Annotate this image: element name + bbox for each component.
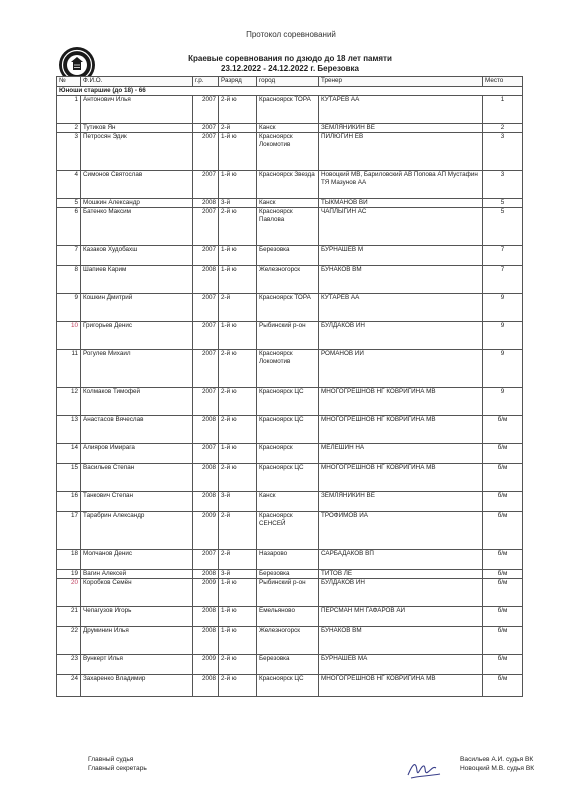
- row-number: 9: [57, 294, 81, 322]
- athlete-city: Красноярск СЕНСЕЙ: [257, 512, 319, 550]
- row-number: 1: [57, 96, 81, 124]
- athlete-city: Красноярск: [257, 444, 319, 464]
- row-number: 4: [57, 171, 81, 199]
- athlete-city: Красноярск Павлова: [257, 208, 319, 246]
- sport-rank: 1-й ю: [219, 444, 257, 464]
- athlete-city: Красноярск ЦС: [257, 675, 319, 697]
- final-place: 3: [483, 171, 523, 199]
- athlete-city: Березовка: [257, 246, 319, 266]
- sport-rank: 1-й ю: [219, 627, 257, 655]
- table-row: [57, 294, 523, 322]
- chief-secretary-name: Новоцкий М.В. судья ВК: [460, 765, 535, 772]
- athlete-city: Красноярск Звезда: [257, 171, 319, 199]
- col-header-year: г.р.: [193, 77, 219, 87]
- subtitle-line-1: Краевые соревнования по дзюдо до 18 лет памяти: [188, 54, 392, 63]
- birth-year: 2008: [193, 464, 219, 492]
- athlete-name: Кошкин Дмитрий: [81, 294, 193, 322]
- row-number: 3: [57, 133, 81, 171]
- group-row: [57, 87, 523, 96]
- sport-rank: 2-й: [219, 550, 257, 570]
- row-number: 17: [57, 512, 81, 550]
- final-place: б/м: [483, 512, 523, 550]
- athlete-city: Рыбинский р-он: [257, 579, 319, 607]
- sport-rank: 2-й ю: [219, 208, 257, 246]
- col-header-place: Место: [483, 77, 523, 87]
- athlete-name: Тутиков Ян: [81, 124, 193, 133]
- table-row: [57, 607, 523, 627]
- coach-names: БУРНАШЕВ М: [319, 246, 483, 266]
- table-row: [57, 266, 523, 294]
- birth-year: 2009: [193, 655, 219, 675]
- athlete-city: Березовка: [257, 570, 319, 579]
- sport-rank: 2-й ю: [219, 464, 257, 492]
- athlete-name: Молчанов Денис: [81, 550, 193, 570]
- row-number: 23: [57, 655, 81, 675]
- table-row: [57, 350, 523, 388]
- athlete-name: Шапиев Карим: [81, 266, 193, 294]
- table-row: [57, 464, 523, 492]
- table-row: [57, 675, 523, 697]
- athlete-city: Канск: [257, 492, 319, 512]
- row-number: 7: [57, 246, 81, 266]
- footer-roles: [88, 755, 147, 773]
- final-place: б/м: [483, 416, 523, 444]
- row-number: 5: [57, 199, 81, 208]
- coach-names: ТИТОВ ЛЕ: [319, 570, 483, 579]
- chief-judge-name: Васильев А.И. судья ВК: [460, 756, 534, 763]
- table-row: [57, 492, 523, 512]
- col-header-coach: Тренер: [319, 77, 483, 87]
- birth-year: 2007: [193, 246, 219, 266]
- col-header-name: Ф.И.О.: [81, 77, 193, 87]
- athlete-city: Железногорск: [257, 266, 319, 294]
- col-header-city: город: [257, 77, 319, 87]
- table-row: [57, 246, 523, 266]
- group-label: Юноши старшие (до 18) - 66: [57, 87, 523, 96]
- table-row: [57, 444, 523, 464]
- coach-names: Новоцкий МВ, Бариловский АВ Попова АП Мустафин ТЯ Мазунов АА: [319, 171, 483, 199]
- coach-names: ПИЛЮГИН ЕВ: [319, 133, 483, 171]
- row-number: 22: [57, 627, 81, 655]
- signature-icon: [405, 757, 443, 781]
- final-place: б/м: [483, 570, 523, 579]
- final-place: б/м: [483, 550, 523, 570]
- birth-year: 2008: [193, 607, 219, 627]
- athlete-name: Казаков Худобахш: [81, 246, 193, 266]
- athlete-city: Красноярск ЦС: [257, 464, 319, 492]
- coach-names: БУНАКОВ ВМ: [319, 266, 483, 294]
- athlete-city: Березовка: [257, 655, 319, 675]
- sport-rank: 1-й ю: [219, 171, 257, 199]
- final-place: б/м: [483, 655, 523, 675]
- coach-names: МНОГОГРЕШНОВ НГ КОВРИГИНА МВ: [319, 675, 483, 697]
- sport-rank: 3-й: [219, 570, 257, 579]
- table-header-row: [57, 77, 523, 87]
- table-row: [57, 550, 523, 570]
- athlete-name: Рогулев Михаил: [81, 350, 193, 388]
- final-place: б/м: [483, 579, 523, 607]
- sport-rank: 1-й ю: [219, 133, 257, 171]
- final-place: 1: [483, 96, 523, 124]
- competition-subtitle: [140, 54, 440, 74]
- table-row: [57, 171, 523, 199]
- birth-year: 2008: [193, 492, 219, 512]
- coach-names: ЗЕМЛЯНИКИН ВЕ: [319, 124, 483, 133]
- birth-year: 2008: [193, 570, 219, 579]
- coach-names: МЕЛЕШИН НА: [319, 444, 483, 464]
- table-row: [57, 416, 523, 444]
- athlete-name: Петросян Эдик: [81, 133, 193, 171]
- row-number: 2: [57, 124, 81, 133]
- row-number: 24: [57, 675, 81, 697]
- sport-rank: 1-й ю: [219, 607, 257, 627]
- coach-names: БУЛДАКОВ ИН: [319, 579, 483, 607]
- final-place: 3: [483, 133, 523, 171]
- athlete-name: Вункерт Илья: [81, 655, 193, 675]
- athlete-name: Григорьев Денис: [81, 322, 193, 350]
- coach-names: БУНАКОВ ВМ: [319, 627, 483, 655]
- athlete-name: Вагин Алексей: [81, 570, 193, 579]
- athlete-name: Симонов Святослав: [81, 171, 193, 199]
- col-header-rank: Разряд: [219, 77, 257, 87]
- row-number: 8: [57, 266, 81, 294]
- birth-year: 2007: [193, 550, 219, 570]
- birth-year: 2007: [193, 294, 219, 322]
- sport-rank: 1-й ю: [219, 246, 257, 266]
- athlete-city: Красноярск ТОРА: [257, 294, 319, 322]
- row-number: 6: [57, 208, 81, 246]
- athlete-name: Алияров Имирага: [81, 444, 193, 464]
- row-number: 21: [57, 607, 81, 627]
- birth-year: 2007: [193, 388, 219, 416]
- final-place: 9: [483, 350, 523, 388]
- final-place: 5: [483, 199, 523, 208]
- birth-year: 2007: [193, 444, 219, 464]
- coach-names: БУРНАШЕВ МА: [319, 655, 483, 675]
- table-row: [57, 124, 523, 133]
- sport-rank: 2-й ю: [219, 416, 257, 444]
- sport-rank: 1-й ю: [219, 579, 257, 607]
- subtitle-line-2: 23.12.2022 - 24.12.2022 г. Березовка: [221, 64, 359, 73]
- athlete-city: Красноярск ТОРА: [257, 96, 319, 124]
- birth-year: 2008: [193, 266, 219, 294]
- table-row: [57, 627, 523, 655]
- coach-names: ТЫКМАНОВ ВИ: [319, 199, 483, 208]
- table-row: [57, 655, 523, 675]
- sport-rank: 1-й ю: [219, 266, 257, 294]
- row-number: 15: [57, 464, 81, 492]
- sport-rank: 2-й: [219, 512, 257, 550]
- birth-year: 2008: [193, 199, 219, 208]
- chief-secretary-label: Главный секретарь: [88, 765, 147, 772]
- table-row: [57, 512, 523, 550]
- row-number: 11: [57, 350, 81, 388]
- final-place: 5: [483, 208, 523, 246]
- chief-judge-label: Главный судья: [88, 756, 134, 763]
- athlete-name: Коробков Семён: [81, 579, 193, 607]
- sport-rank: 2-й ю: [219, 350, 257, 388]
- col-header-number: №: [57, 77, 81, 87]
- footer-officials: [460, 755, 534, 773]
- birth-year: 2008: [193, 627, 219, 655]
- athlete-city: Назарово: [257, 550, 319, 570]
- final-place: б/м: [483, 627, 523, 655]
- final-place: 9: [483, 294, 523, 322]
- final-place: 7: [483, 246, 523, 266]
- row-number: 16: [57, 492, 81, 512]
- sport-rank: 2-й ю: [219, 655, 257, 675]
- coach-names: РОМАНОВ ИИ: [319, 350, 483, 388]
- row-number: 19: [57, 570, 81, 579]
- athlete-city: Красноярск Локомотив: [257, 350, 319, 388]
- final-place: б/м: [483, 492, 523, 512]
- birth-year: 2008: [193, 416, 219, 444]
- sport-rank: 2-й: [219, 294, 257, 322]
- row-number: 20: [57, 579, 81, 607]
- athlete-city: Железногорск: [257, 627, 319, 655]
- birth-year: 2007: [193, 350, 219, 388]
- athlete-city: Емельяново: [257, 607, 319, 627]
- athlete-name: Захаренко Владимир: [81, 675, 193, 697]
- table-row: [57, 133, 523, 171]
- birth-year: 2007: [193, 133, 219, 171]
- sport-rank: 3-й: [219, 492, 257, 512]
- table-row: [57, 199, 523, 208]
- table-row: [57, 208, 523, 246]
- birth-year: 2007: [193, 208, 219, 246]
- coach-names: МНОГОГРЕШНОВ НГ КОВРИГИНА МВ: [319, 388, 483, 416]
- athlete-name: Тарабрин Александр: [81, 512, 193, 550]
- coach-names: БУЛДАКОВ ИН: [319, 322, 483, 350]
- final-place: б/м: [483, 464, 523, 492]
- table-row: [57, 388, 523, 416]
- final-place: б/м: [483, 607, 523, 627]
- coach-names: КУТАРЕВ АА: [319, 96, 483, 124]
- table-row: [57, 96, 523, 124]
- coach-names: МНОГОГРЕШНОВ НГ КОВРИГИНА МВ: [319, 416, 483, 444]
- coach-names: ТРОФИМОВ ИА: [319, 512, 483, 550]
- birth-year: 2007: [193, 96, 219, 124]
- results-table: [56, 76, 523, 697]
- athlete-city: Рыбинский р-он: [257, 322, 319, 350]
- birth-year: 2008: [193, 675, 219, 697]
- table-row: [57, 322, 523, 350]
- athlete-name: Друминин Илья: [81, 627, 193, 655]
- athlete-city: Канск: [257, 124, 319, 133]
- birth-year: 2007: [193, 322, 219, 350]
- sport-rank: 2-й ю: [219, 96, 257, 124]
- athlete-city: Красноярск ЦС: [257, 416, 319, 444]
- row-number: 18: [57, 550, 81, 570]
- sport-rank: 2-й ю: [219, 675, 257, 697]
- athlete-name: Колмаков Тимофей: [81, 388, 193, 416]
- final-place: 2: [483, 124, 523, 133]
- athlete-name: Чепагузов Игорь: [81, 607, 193, 627]
- table-row: [57, 579, 523, 607]
- birth-year: 2009: [193, 579, 219, 607]
- athlete-city: Канск: [257, 199, 319, 208]
- athlete-name: Батенко Максим: [81, 208, 193, 246]
- sport-rank: 2-й ю: [219, 388, 257, 416]
- athlete-name: Васильев Степан: [81, 464, 193, 492]
- row-number: 13: [57, 416, 81, 444]
- athlete-city: Красноярск Локомотив: [257, 133, 319, 171]
- athlete-name: Мошкин Александр: [81, 199, 193, 208]
- final-place: 7: [483, 266, 523, 294]
- coach-names: ПЕРСМАН МН ГАФАРОВ АИ: [319, 607, 483, 627]
- final-place: б/м: [483, 675, 523, 697]
- final-place: б/м: [483, 444, 523, 464]
- document-title: Протокол соревнований: [246, 30, 336, 39]
- coach-names: МНОГОГРЕШНОВ НГ КОВРИГИНА МВ: [319, 464, 483, 492]
- sport-rank: 1-й ю: [219, 322, 257, 350]
- row-number: 12: [57, 388, 81, 416]
- final-place: 9: [483, 322, 523, 350]
- coach-names: САРБАДАКОВ ВП: [319, 550, 483, 570]
- row-number: 10: [57, 322, 81, 350]
- table-row: [57, 570, 523, 579]
- sport-rank: 2-й: [219, 124, 257, 133]
- coach-names: КУТАРЕВ АА: [319, 294, 483, 322]
- birth-year: 2007: [193, 124, 219, 133]
- athlete-name: Антонович Илья: [81, 96, 193, 124]
- birth-year: 2007: [193, 171, 219, 199]
- athlete-name: Анастасов Вячеслав: [81, 416, 193, 444]
- athlete-city: Красноярск ЦС: [257, 388, 319, 416]
- sport-rank: 3-й: [219, 199, 257, 208]
- birth-year: 2009: [193, 512, 219, 550]
- row-number: 14: [57, 444, 81, 464]
- coach-names: ЗЕМЛЯНИКИН ВЕ: [319, 492, 483, 512]
- final-place: 9: [483, 388, 523, 416]
- coach-names: ЧАПЛЫГИН АС: [319, 208, 483, 246]
- athlete-name: Танкович Степан: [81, 492, 193, 512]
